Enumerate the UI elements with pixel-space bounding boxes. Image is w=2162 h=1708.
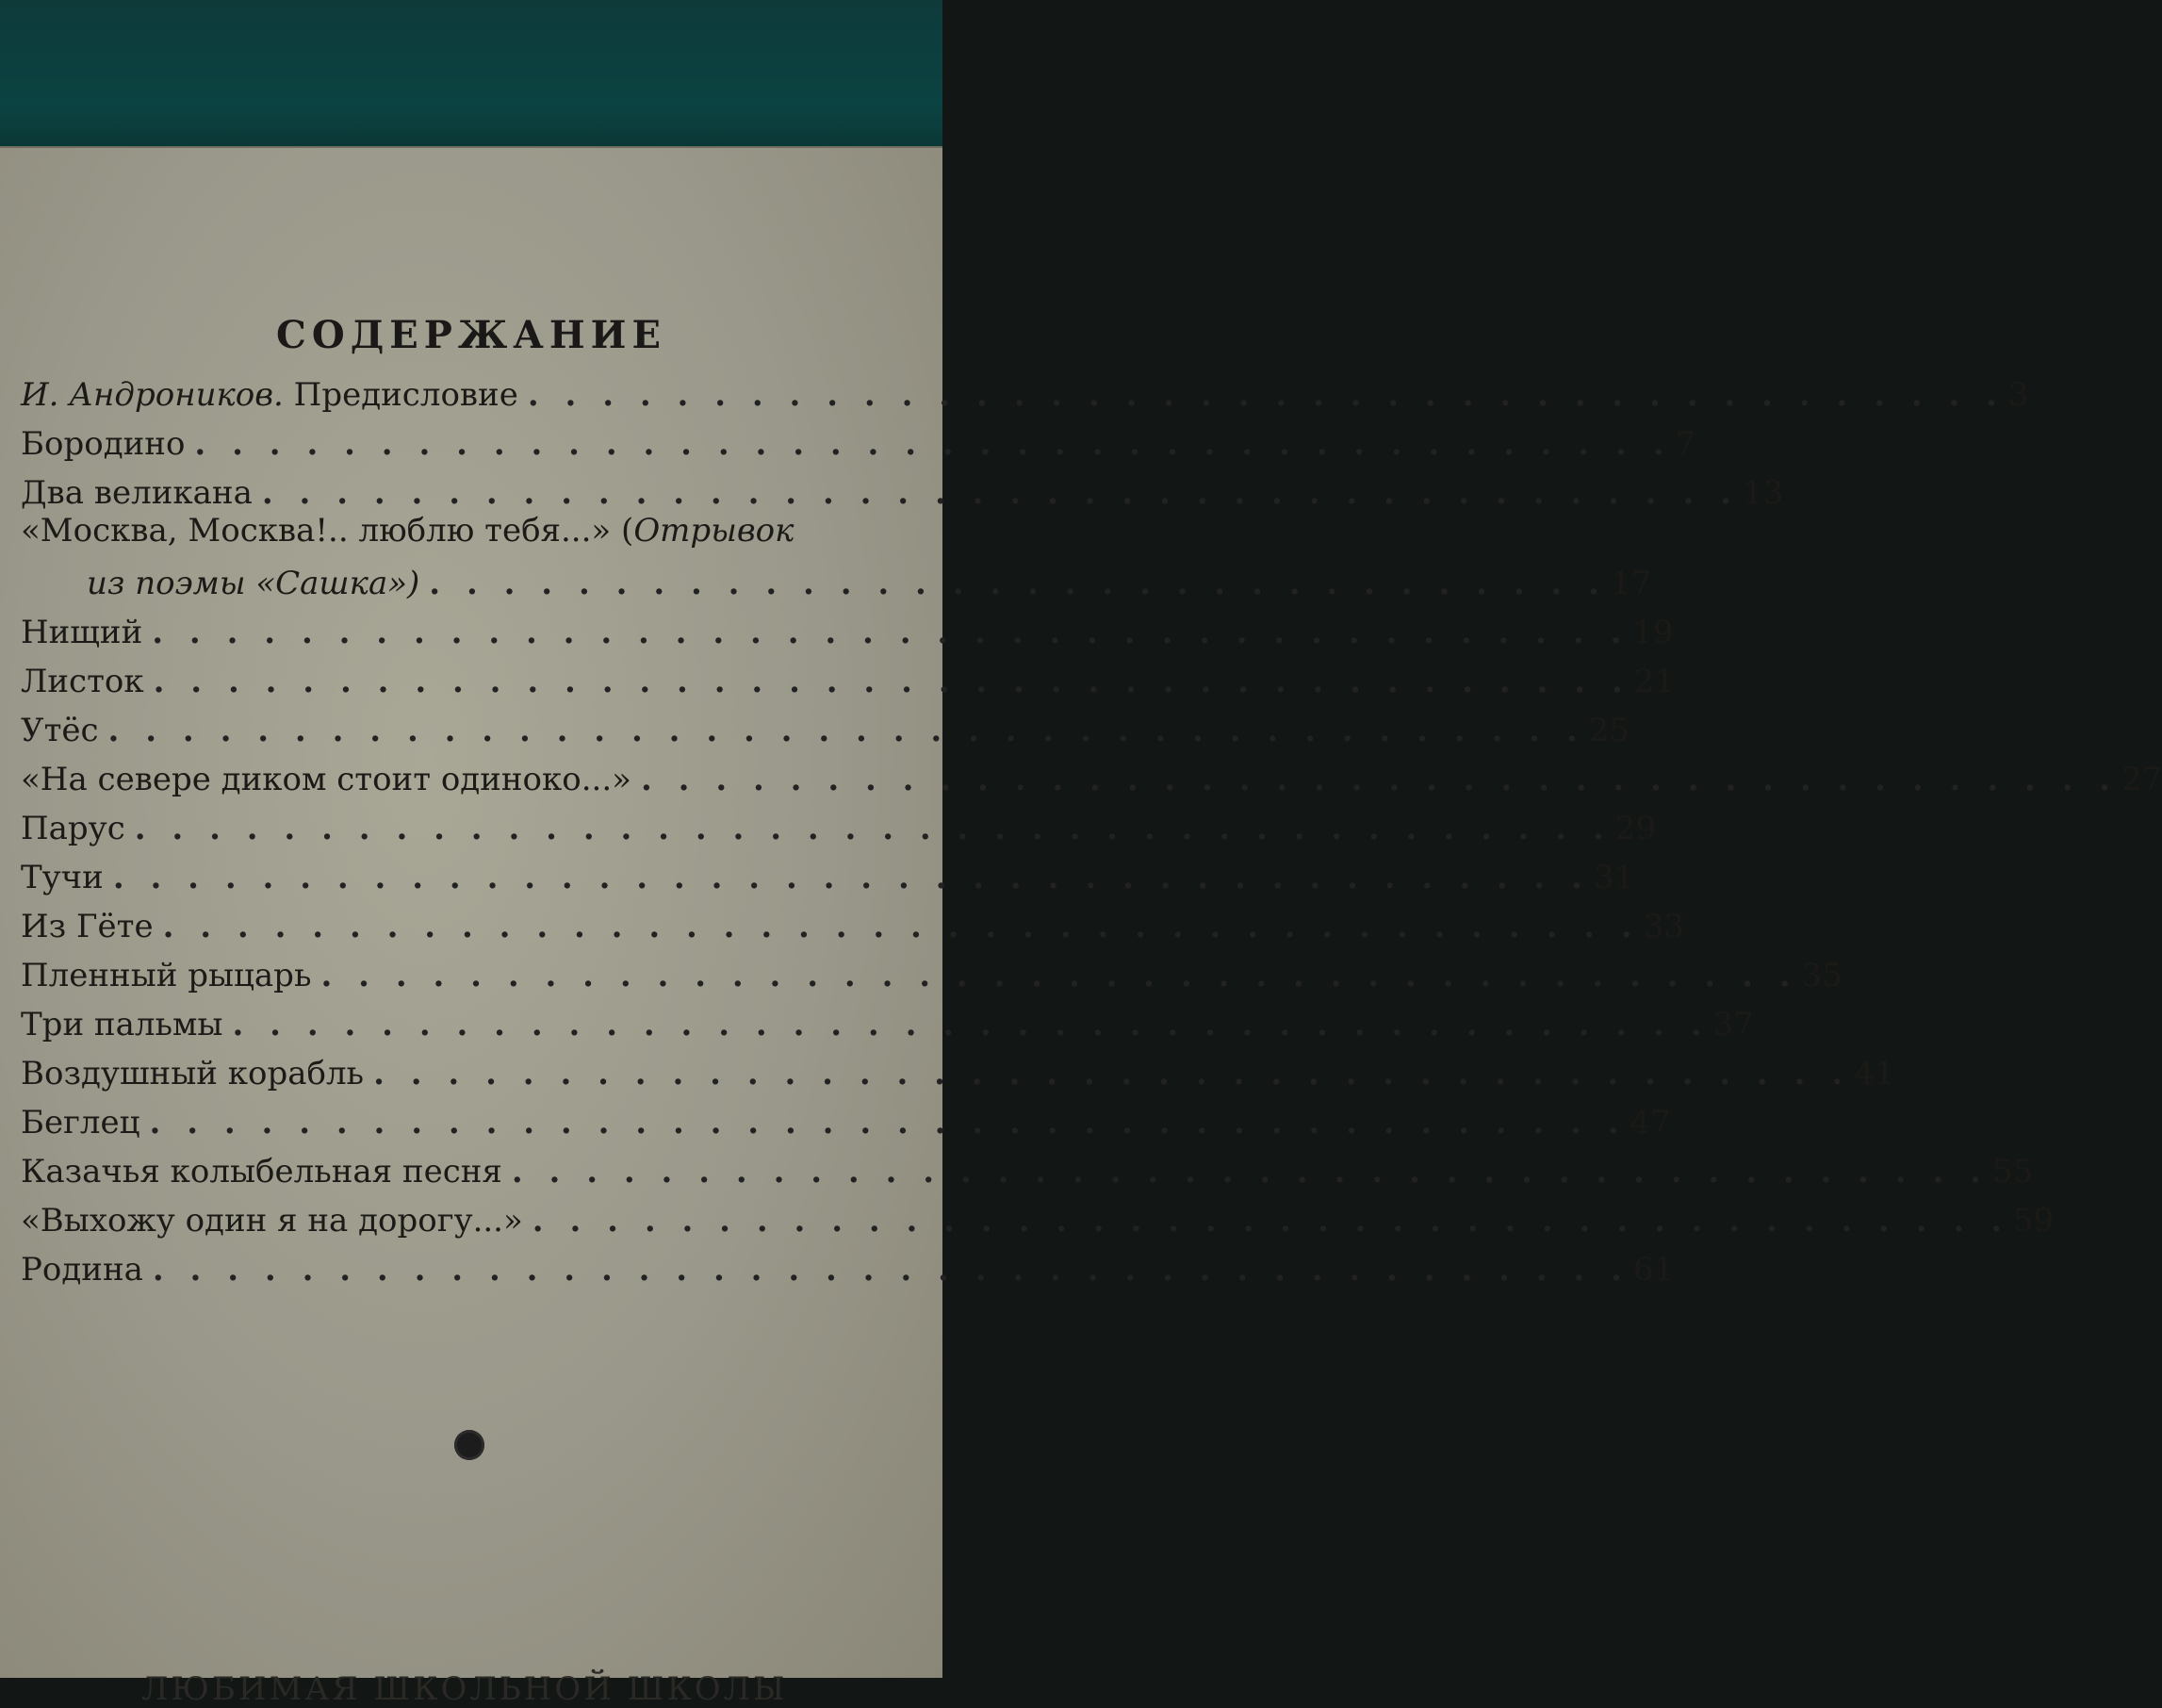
toc-entry	[21, 414, 1696, 463]
book-cover-band	[0, 0, 942, 151]
toc-page-number: 33	[1643, 908, 1684, 945]
dot-leader: . . . . . . . . . . . . . . . . . . . . . . . . . . . . . . . . . . . . . . . .	[640, 761, 2119, 798]
toc-title: Утёс	[21, 712, 99, 749]
toc-page-number: 31	[1593, 859, 1635, 896]
page-title: СОДЕРЖАНИЕ	[276, 313, 666, 357]
toc-page-number: 27	[2121, 761, 2162, 798]
toc-page-number: 21	[1633, 663, 1675, 700]
book-page	[0, 146, 2162, 1708]
dot-leader: . . . . . . . . . . . . . . . . . . . . . . . . . . . . . . . . . . . . . . . .	[261, 474, 1739, 512]
dot-leader: . . . . . . . . . . . . . . . . . . . . . . . . . . . . . . . . . . . . . . . .	[532, 1202, 2009, 1240]
dot-leader: . . . . . . . . . . . . . . . . . . . . . . . . . . . . . . . . . . . . . . . .	[320, 957, 1798, 994]
toc-page-number: 37	[1712, 1006, 1754, 1043]
dot-leader: . . . . . . . . . . . . . . . . . . . . . . . . . . . . . . . . . . . . . . . .	[527, 376, 2005, 414]
dot-leader: . . . . . . . . . . . . . . . . . . . . . . . . . . . . . . . . . . . . . . . .	[194, 425, 1672, 463]
toc-page-number: 59	[2012, 1202, 2055, 1240]
toc-entry	[21, 749, 2162, 798]
toc-entry	[21, 1141, 2034, 1191]
toc-title: «Выхожу один я на дорогу...»	[21, 1202, 523, 1240]
toc-title: Казачья колыбельная песня	[21, 1153, 502, 1191]
toc-entry	[21, 994, 1754, 1043]
toc-page-number: 55	[1991, 1153, 2034, 1191]
toc-title: Воздушный корабль	[21, 1055, 365, 1092]
toc-page-number: 29	[1614, 810, 1657, 847]
toc-entry	[21, 512, 1652, 602]
toc-entry	[21, 651, 1675, 700]
dot-leader: . . . . . . . . . . . . . . . . . . . . . . . . . . . . . . . . . . . . . . . .	[107, 712, 1585, 749]
toc-title: Родина	[21, 1251, 143, 1289]
toc-title: «На севере диком стоит одиноко...»	[21, 761, 631, 798]
table-of-contents	[21, 365, 2162, 1289]
toc-entry	[21, 1191, 2055, 1240]
toc-entry	[21, 365, 2029, 414]
toc-title: Парус	[21, 810, 125, 847]
dot-leader: . . . . . . . . . . . . . . . . . . . . . . . . . . . . . . . . . . . . . . . .	[232, 1006, 1710, 1043]
toc-title: Из Гёте	[21, 908, 154, 945]
ornament-dot-icon	[454, 1430, 484, 1460]
dot-leader: . . . . . . . . . . . . . . . . . . . . . . . . . . . . . . . . . . . . . . . .	[112, 859, 1590, 896]
dot-leader: . . . . . . . . . . . . . . . . . . . . . . . . . . . . . . . .	[429, 565, 1608, 602]
dot-leader: . . . . . . . . . . . . . . . . . . . . . . . . . . . . . . . . . . . . . . . .	[373, 1055, 1851, 1092]
toc-entry	[21, 602, 1674, 651]
toc-page-number: 47	[1630, 1104, 1671, 1141]
toc-title: Беглец	[21, 1104, 140, 1141]
toc-title: Предисловие	[293, 376, 518, 414]
toc-page-number: 41	[1854, 1055, 1895, 1092]
toc-page-number: 7	[1675, 425, 1696, 463]
toc-entry	[21, 847, 1635, 896]
toc-note: Отрывок	[633, 512, 794, 550]
toc-entry	[21, 1240, 1675, 1289]
toc-title: Нищий	[21, 614, 143, 651]
toc-entry	[21, 945, 1843, 994]
toc-page-number: 19	[1632, 614, 1674, 651]
toc-page-number: 61	[1633, 1251, 1675, 1289]
dot-leader: . . . . . . . . . . . . . . . . . . . . . . . . . . . . . . . . . . . . . . . .	[134, 810, 1612, 847]
toc-title: Пленный рыцарь	[21, 957, 312, 994]
dot-leader: . . . . . . . . . . . . . . . . . . . . . . . . . . . . . . . . . . . . . . . .	[152, 1251, 1630, 1289]
dot-leader: . . . . . . . . . . . . . . . . . . . . . . . . . . . . . . . . . . . . . . . .	[162, 908, 1640, 945]
dot-leader: . . . . . . . . . . . . . . . . . . . . . . . . . . . . . . . . . . . . . . . .	[153, 663, 1630, 700]
toc-page-number: 25	[1588, 712, 1630, 749]
bleed-through-text: ЛЮБИМАЯ ШКОЛЬНОЙ ШКОЛЫ	[141, 1670, 788, 1708]
dot-leader: . . . . . . . . . . . . . . . . . . . . . . . . . . . . . . . . . . . . . . . .	[152, 614, 1630, 651]
dot-leader: . . . . . . . . . . . . . . . . . . . . . . . . . . . . . . . . . . . . . . . .	[149, 1104, 1627, 1141]
toc-entry	[21, 798, 1657, 847]
toc-title: Три пальмы	[21, 1006, 223, 1043]
toc-title: Тучи	[21, 859, 104, 896]
toc-title: Два великана	[21, 474, 253, 512]
toc-entry	[21, 700, 1630, 749]
toc-entry	[21, 1043, 1895, 1092]
toc-entry	[21, 896, 1684, 945]
toc-title: Бородино	[21, 425, 186, 463]
toc-page-number: 17	[1611, 565, 1652, 602]
dot-leader: . . . . . . . . . . . . . . . . . . . . . . . . . . . . . . . . . . . . . . . .	[511, 1153, 1989, 1191]
toc-title: «Москва, Москва!.. люблю тебя...» (	[21, 512, 634, 550]
toc-title: Листок	[21, 663, 144, 700]
toc-entry	[21, 1092, 1671, 1141]
toc-page-number: 13	[1742, 474, 1784, 512]
toc-author: И. Андроников.	[21, 376, 284, 414]
toc-title-continuation: из поэмы «Сашка»)	[87, 565, 420, 602]
toc-page-number: 3	[2007, 376, 2029, 414]
toc-page-number: 35	[1801, 957, 1843, 994]
toc-entry	[21, 463, 1784, 512]
